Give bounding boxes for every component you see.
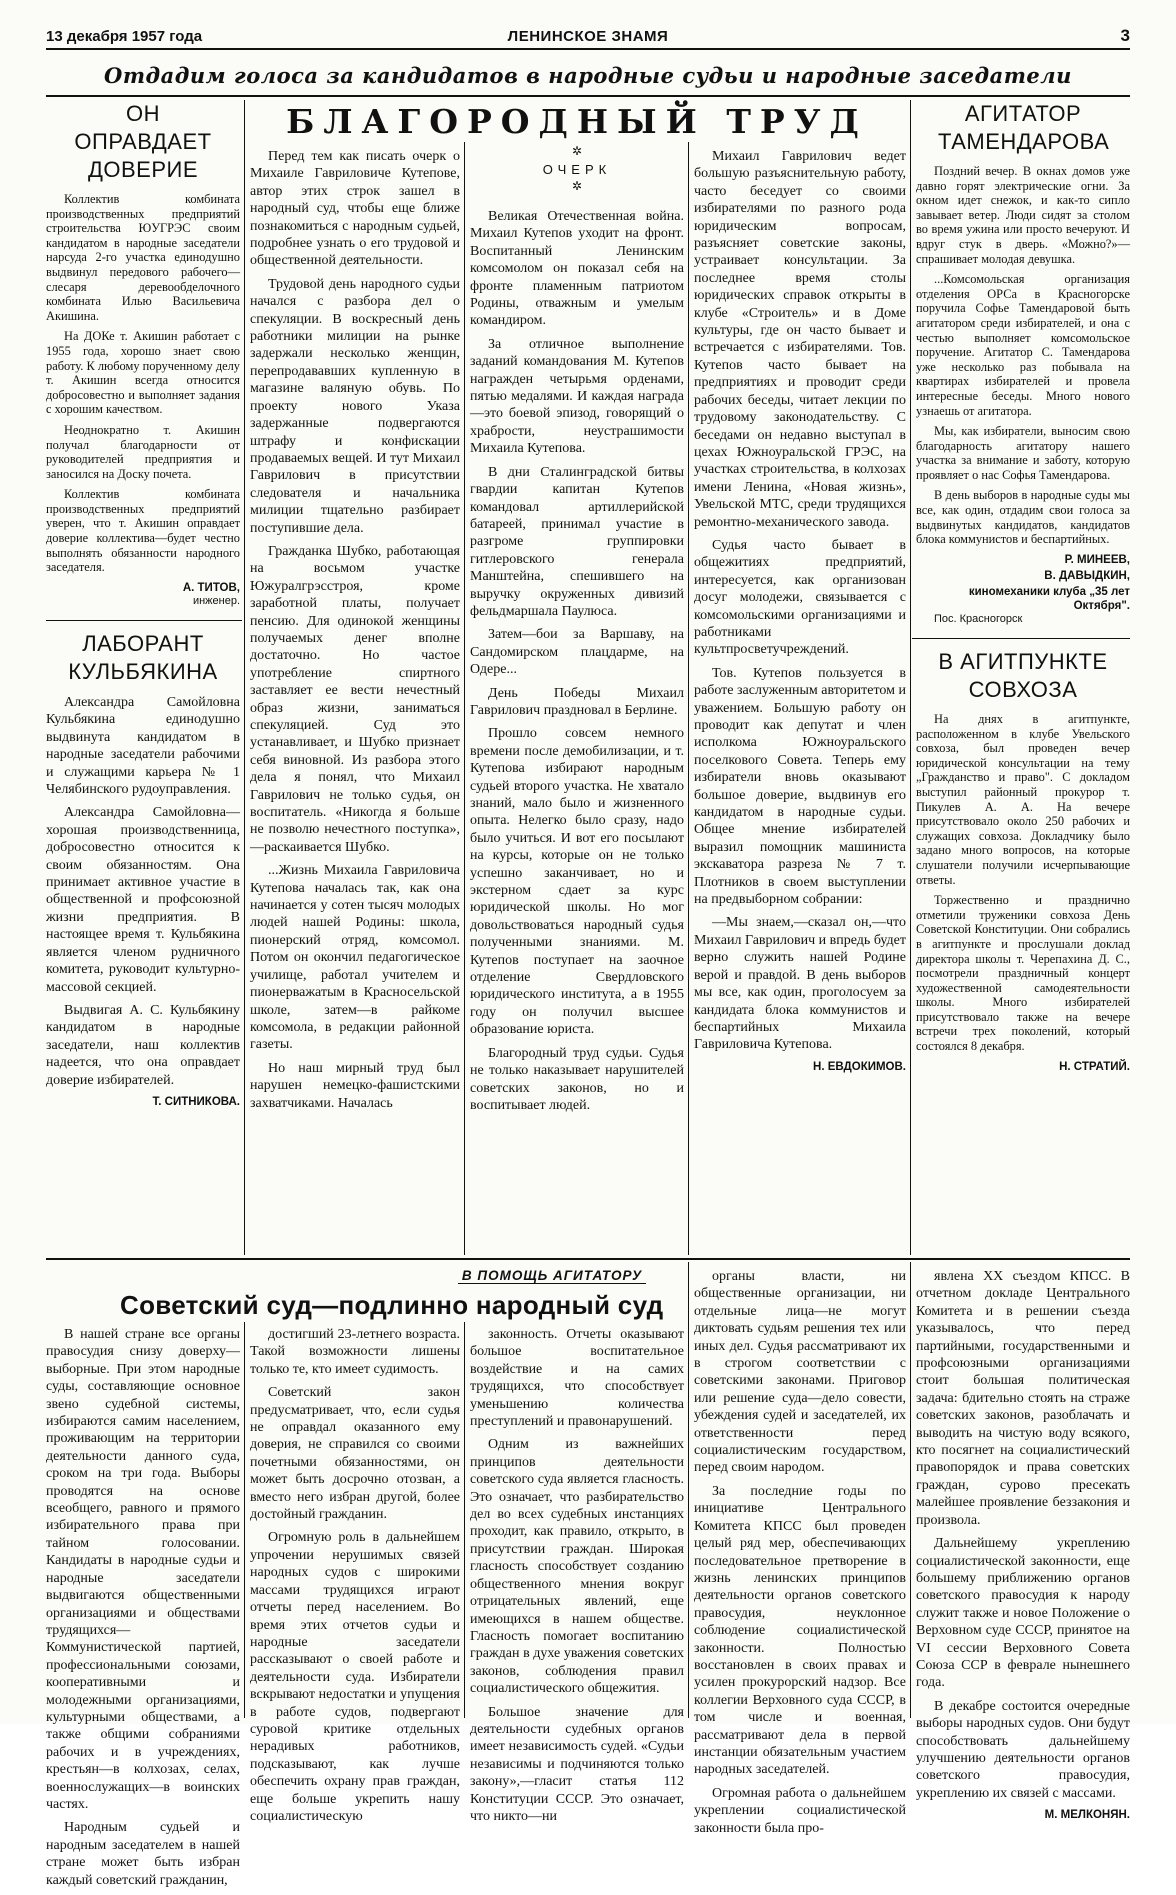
article-paragraph: Судья часто бывает в общежитиях предприятий, интересуется, как организован досуг молодежи, связывается с комсомольскими организациями и работниками культпросветучреждений.	[694, 537, 906, 658]
article-signature: В. ДАВЫДКИН,	[1044, 569, 1130, 582]
bottom-column-1	[46, 1326, 240, 1895]
bottom-headline: Советский суд—подлинно народный суд	[120, 1290, 664, 1320]
article-paragraph: На ДОКе т. Акишин работает с 1955 года, хорошо знает свою работу. К любому порученному делу т. Акишин всегда относится добросовестно и выполняет задания с хорошим качеством.	[46, 329, 240, 417]
column-left-lower	[46, 630, 240, 1109]
article-paragraph: За отличное выполнение заданий командования М. Кутепов награжден четырьмя орденами, пятью медалями. И каждая награда—это боевой эпизод, говорящий о храбрости, неустрашимости Михаила Кутепова.	[470, 336, 684, 457]
article-signature: М. МЕЛКОНЯН.	[1044, 1809, 1130, 1822]
article-paragraph: В декабре состоится очередные выборы народных судов. Они будут способствовать дальнейшему улучшению деятельности органов советского правосудия, укреплению их связей с массами.	[916, 1698, 1130, 1801]
section-divider	[46, 1258, 1130, 1260]
article-headline: АГИТАТОР ТАМЕНДАРОВА	[938, 101, 1110, 154]
bottom-column-3	[470, 1326, 684, 1831]
article-paragraph: Но наш мирный труд был нарушен немецко-фашистскими захватчиками. Началась	[250, 1060, 460, 1111]
ocherk-label-block	[468, 144, 686, 193]
ocherk-headline: БЛАГОРОДНЫЙ ТРУД	[286, 102, 868, 141]
column-rule	[688, 1262, 689, 1718]
column-rule	[244, 1322, 245, 1718]
bottom-column-5	[916, 1268, 1130, 1822]
ocherk-column-a	[250, 148, 460, 1118]
bottom-column-4	[694, 1268, 906, 1843]
article-divider	[46, 620, 242, 621]
article-paragraph: Александра Самойловна Кульбякина единодушно выдвинута кандидатом в народные заседатели рабочими и служащими карьера № 1 Челябинского рудоуправления.	[46, 695, 240, 798]
issue-date: 13 декабря 1957 года	[46, 28, 203, 45]
article-paragraph: Торжественно и празднично отметили труженики совхоза День Советской Конституции. Они собрались в агитпункте и прослушали доклад директора школы т. Черепахина Д. С., посмотрели праздничный концерт художественной самодеятельности школы. Много избирателей присутствовало также на вечере встречи трех поколений, который состоялся 8 декабря.	[916, 893, 1130, 1054]
article-paragraph: ...Жизнь Михаила Гавриловича Кутепова началась так, как она начинается у сотен тысяч молодых людей нашей Родины: школа, пионерский отряд, комсомол. Потом он окончил педагогическое училище, работал учителем и пионерважатым в Красносельской школе, затем—в райкоме комсомола, в редакции районной газеты.	[250, 863, 460, 1053]
article-signature: Н. ЕВДОКИМОВ.	[813, 1060, 906, 1073]
article-paragraph: Дальнейшему укреплению социалистической законности, еще большему приближению органов советского правосудия к народу служит также и новое Положение о Верховном суде СССР, принятое на VI сессии Верховного Совета Союза ССР в феврале нынешнего года.	[916, 1536, 1130, 1691]
column-rule	[910, 100, 911, 1255]
article-signature: Н. СТРАТИЙ.	[1059, 1060, 1130, 1073]
masthead	[46, 26, 1130, 50]
signature-role: инженер.	[192, 594, 240, 607]
page-number: 3	[1120, 26, 1130, 45]
article-paragraph: Советский закон предусматривает, что, если судья не оправдал оказанного ему доверия, не справился со своими почетными обязанностями, он может быть досрочно отозван, а вместо него избран другой, более достойный гражданин.	[250, 1385, 460, 1523]
article-paragraph: Народным судьей и народным заседателем в нашей стране может быть избран каждый советский гражданин,	[46, 1820, 240, 1888]
article-divider	[912, 638, 1130, 639]
column-rule	[464, 142, 465, 1255]
article-headline: В АГИТПУНКТЕ СОВХОЗА	[938, 649, 1108, 702]
column-right	[916, 100, 1130, 626]
ocherk-label: ОЧЕРК	[542, 162, 612, 177]
article-paragraph: достигший 23-летнего возраста. Такой возможности лишены только те, кто имеет судимость.	[250, 1327, 460, 1377]
ocherk-column-b	[470, 208, 684, 1120]
article-headline: ОН ОПРАВДАЕТ ДОВЕРИЕ	[74, 101, 212, 182]
signature-place: Пос. Красногорск	[934, 612, 1023, 625]
article-signature: Т. СИТНИКОВА.	[152, 1095, 240, 1108]
article-paragraph: Тов. Кутепов пользуется в работе заслуженным авторитетом и уважением. Большую работу он проводит как депутат и член исполкома Южноуральского поселкового Совета. Теперь ему избиратели вновь оказывают большое доверие, выдвинув его кандидатом в народные судьи. Общее мнение избирателей выразил помощник машиниста экскаватора разреза № 7 т. Плотников в своем выступлении на предвыборном собрании:	[694, 665, 906, 908]
column-rule	[688, 142, 689, 1255]
article-paragraph: Одним из важнейших принципов деятельности советского суда является гласность. Это означает, что разбирательство дел во всех судебных инстанциях проходит, как правило, открыто, в присутствии граждан. Широкая гласность способствует созданию общественного мнения вокруг отрицательных явлений, еще имеющихся в нашем обществе. Гласность помогает воспитанию граждан в духе уважения советских законов, соблюдения правил социалистического общежития.	[470, 1437, 684, 1697]
newspaper-title: ЛЕНИНСКОЕ ЗНАМЯ	[507, 28, 669, 45]
article-paragraph: Огромную роль в дальнейшем упрочении нерушимых связей народных судов с широкими массами трудящихся играют отчеты перед населением. Во время этих отчетов судьи и народные заседатели рассказывают о своей работе и деятельности суда. Избиратели вскрывают недостатки и упущения в работе судов, подвергают суровой критике отдельных нерадивых работников, подсказывают, как лучше обеспечить охрану прав граждан, еще больше укрепить нашу социалистическую	[250, 1530, 460, 1824]
article-paragraph: Прошло совсем немного времени после демобилизации, и т. Кутепова избирают народным судьей второго участка. Не хватало знаний, мало было и жизненного опыта. Нелегко было сразу, надо было учиться. И вот его посылают на курсы, которые он не только успешно заканчивает, но и экстерном сдает за курс юридической школы. Но мог довольствоваться народный судья полученными знаниями. М. Кутепов поступает на заочное отделение Свердловского юридического института, а в 1955 году он получил высшее образование юриста.	[470, 726, 684, 1038]
page-slogan: Отдадим голоса за кандидатов в народные судьи и народные заседатели	[104, 63, 1072, 88]
article-paragraph: Коллектив комбината производственных предприятий уверен, что т. Акишин оправдает доверие коллектива—будет честно выполнять обязанности народного заседателя.	[46, 487, 240, 575]
article-paragraph: Коллектив комбината производственных предприятий строительства ЮУГРЭС своим кандидатом в народные заседатели нарсуда 2-го участка единодушно выдвинул передового рабочего—слесаря деревообделочного комбината Илью Васильевича Акишина.	[46, 192, 240, 323]
article-paragraph: законность. Отчеты оказывают большое воспитательное воздействие и на самих трудящихся, что способствует уменьшению количества преступлений и правонарушений.	[470, 1327, 684, 1430]
article-paragraph: На днях в агитпункте, расположенном в клубе Увельского совхоза, был проведен вечер юридической консультации на тему „Гражданство и право". С докладом выступил районный прокурор т. Пикулев А. А. На вечере присутствовало около 250 рабочих и служащих совхоза. Докладчику было задано много вопросов, на которые слушатели получили исчерпывающие ответы.	[916, 712, 1130, 887]
article-paragraph: Мы, как избиратели, выносим свою благодарность агитатору нашего участка за внимание и заботу, которую проявляет о нас Софья Тамендарова.	[916, 424, 1130, 482]
article-paragraph: Михаил Гаврилович ведет большую разъяснительную работу, часто беседует со своими избирателями по разного рода юридическим вопросам, разъясняет советские законы, устраивает консультации. За последнее время столы юридических справок открыты в клубе «Строитель» и в Доме культуры, где он часто бывает и встречается с избирателями. Тов. Кутепов часто бывает на предприятиях и проводит среди рабочих беседы, читает лекции по трудовому законодательству. С беседами он недавно выступал в цехах Южноуральской ГРЭС, на участках строительства, в колхозах имени Ленина, «Новая жизнь», Увельской МТС, среди трудящихся ремонтно-механического завода.	[694, 149, 906, 530]
rubric-label: В ПОМОЩЬ АГИТАТОРУ	[458, 1268, 646, 1284]
article-paragraph: В нашей стране все органы правосудия снизу доверху—выборные. При этом народные суды, составляющие основное звено судебной системы, избираются самим населением, проживающим на территории деятельности данного суда, сроком на три года. Выборы проводятся на основе всеобщего, равного и прямого избирательного права при тайном голосовании. Кандидаты в народные судьи и народные заседатели выдвигаются общественными организациями и обществами трудящихся—Коммунистической партией, профессиональными союзами, кооперативными и молодежными организациями, культурными обществами, а также общими собраниями рабочих и в учреждениях, крестьян—в колхозах, селах, военнослужащих—в воинских частях.	[46, 1327, 240, 1812]
article-paragraph: В день выборов в народные суды мы все, как один, отдадим свои голоса за выдвинутых кандидатов, кандидатов блока коммунистов и беспартийных.	[916, 488, 1130, 547]
article-paragraph: Перед тем как писать очерк о Михаиле Гавриловиче Кутепове, автор этих строк зашел в народный суд, чтобы еще ближе познакомиться с народным судьей, подробнее узнать о его трудовой и общественной деятельности.	[250, 149, 460, 269]
column-rule	[910, 1262, 911, 1718]
article-paragraph: ...Комсомольская организация отделения ОРСа в Красногорске поручила Софье Тамендаровой быть агитатором среди избирателей, и она с честью выполняет комсомольское поручение. Агитатор С. Тамендарова уже несколько раз побывала на квартирах избирателей и провела интересные беседы. Много нового узнаешь от агитатора.	[916, 272, 1130, 418]
column-rule	[244, 100, 245, 1255]
article-paragraph: органы власти, ни общественные организации, ни отдельные лица—не могут диктовать судьям решения тех или иных дел. Судья рассматривают их в строгом соответствии с советскими законами. Приговор или решение суда—дело совести, убеждения судей и заседателей, их ответственности перед социалистическим государством, перед своим народом.	[694, 1269, 906, 1476]
star-ornament: ✲	[571, 144, 583, 158]
article-paragraph: Великая Отечественная война. Михаил Кутепов уходит на фронт. Воспитанный Ленинским комсомолом он показал себя на фронте пламенным патриотом Родины, отважным и умелым командиром.	[470, 209, 684, 329]
article-paragraph: явлена XX съездом КПСС. В отчетном докладе Центрального Комитета и в решении съезда указывалось, что перед партийными, государственными и профсоюзными организациями стоит большая политическая задача: бдительно стоять на страже советских законов, разоблачать и выводить на чистую воду всякого, кто посягнет на социалистический правопорядок и права советских граждан, сурово пресекать малейшее проявление беззакония и произвола.	[916, 1269, 1130, 1528]
article-paragraph: Выдвигая А. С. Кульбякину кандидатом в народные заседатели, наш коллектив надеется, что она оправдает доверие избирателей.	[46, 1002, 240, 1088]
article-paragraph: Гражданка Шубко, работающая на восьмом участке Южуралгрэсстроя, кроме заработной платы, получает пенсию. Для одинокой женщины получаемых денег вполне достаточно. Но частое употребление спиртного заставляет ее вести нечестный образ жизни, заниматься спекуляцией. Суд это устанавливает, и Шубко признает себя виновной. Из разбора этого дела я понял, что Михаил Гаврилович не только судья, он воспитатель. «Никогда я больше не позволю нечестного поступка»,—раскаивается Шубко.	[250, 543, 460, 855]
article-signature: киномеханики клуба „35 лет Октября".	[968, 585, 1130, 612]
article-paragraph: —Мы знаем,—сказал он,—что Михаил Гаврилович и впредь будет верно служить нашей Родине верой и правдой. В день выборов мы все, как один, проголосуем за кандидата блока коммунистов и беспартийных Михаила Гавриловича Кутепова.	[694, 915, 906, 1053]
bottom-column-2	[250, 1326, 460, 1831]
article-paragraph: День Победы Михаил Гаврилович праздновал в Берлине.	[470, 685, 684, 718]
article-paragraph: Александра Самойловна—хорошая производственница, добросовестно относится к своим обязанностям. Она принимает активное участие в общественной и профсоюзной жизни предприятия. В настоящее время т. Кульбякина является членом рудничного комитета, руководит культурно-массовой секцией.	[46, 805, 240, 995]
article-headline: ЛАБОРАНТ КУЛЬБЯКИНА	[68, 631, 218, 684]
column-right-lower	[916, 648, 1130, 1074]
ocherk-header	[250, 102, 904, 141]
column-rule	[464, 1322, 465, 1718]
article-paragraph: Огромная работа о дальнейшем укреплении социалистической законности была про-	[694, 1785, 906, 1836]
article-paragraph: Благородный труд судьи. Судья не только наказывает нарушителей советских законов, но и воспитывает людей.	[470, 1045, 684, 1113]
article-paragraph: Трудовой день народного судьи начался с разбора дел о спекуляции. В воскресный день работники милиции на рынке задержали несколько женщин, перепродававших купленную в магазине валяную обувь. По проекту нового Указа задержанные подвергаются штрафу и конфискации продаваемых вещей. И тут Михаил Гаврилович в присутствии следователя и начальника милиции тщательно разбирает поступившие дела.	[250, 276, 460, 536]
article-paragraph: Затем—бои за Варшаву, на Сандомирском плацдарме, на Одере...	[470, 627, 684, 678]
article-paragraph: В дни Сталинградской битвы гвардии капитан Кутепов командовал артиллерийской батареей, принимал участие в разгроме группировки гитлеровского генерала Манштейна, спешившего на выручку окруженных дивизий фельдмаршала Паулюса.	[470, 464, 684, 619]
ocherk-column-c	[694, 148, 906, 1074]
article-paragraph: За последние годы по инициативе Центрального Комитета КПСС был проведен целый ряд мер, обеспечивающих последовательное претворение в жизнь ленинских принципов деятельности органов советского правосудия, неуклонное соблюдение социалистической законности. Полностью восстановлен в своих правах и усилен прокурорский надзор. Все коллегии Верховного суда СССР, в том числе и военная, рассматривают дела в первой инстанции обязательным участием народных заседателей.	[694, 1483, 906, 1778]
star-ornament: ✲	[571, 179, 583, 193]
article-paragraph: Большое значение для деятельности судебных органов имеет независимость судей. «Судьи независимы и подчиняются только закону»,—гласит статья 112 Конституции СССР. Это означает, что никто—ни	[470, 1704, 684, 1824]
slogan-rule	[46, 95, 1130, 97]
article-paragraph: Неоднократно т. Акишин получал благодарности от руководителей предприятия и заносился на Доску почета.	[46, 422, 240, 481]
column-left	[46, 100, 240, 608]
article-signature: А. ТИТОВ,	[182, 581, 240, 594]
article-signature: Р. МИНЕЕВ,	[1064, 553, 1130, 566]
article-paragraph: Поздний вечер. В окнах домов уже давно горят электрические огни. За окном идет снежок, и как-то сипло завывает ветер. Люди сидят за столом во время ужина или просто вечеруют. И вдруг стук в дверь. «Можно?»—спрашивает молодая девушка.	[916, 164, 1130, 266]
